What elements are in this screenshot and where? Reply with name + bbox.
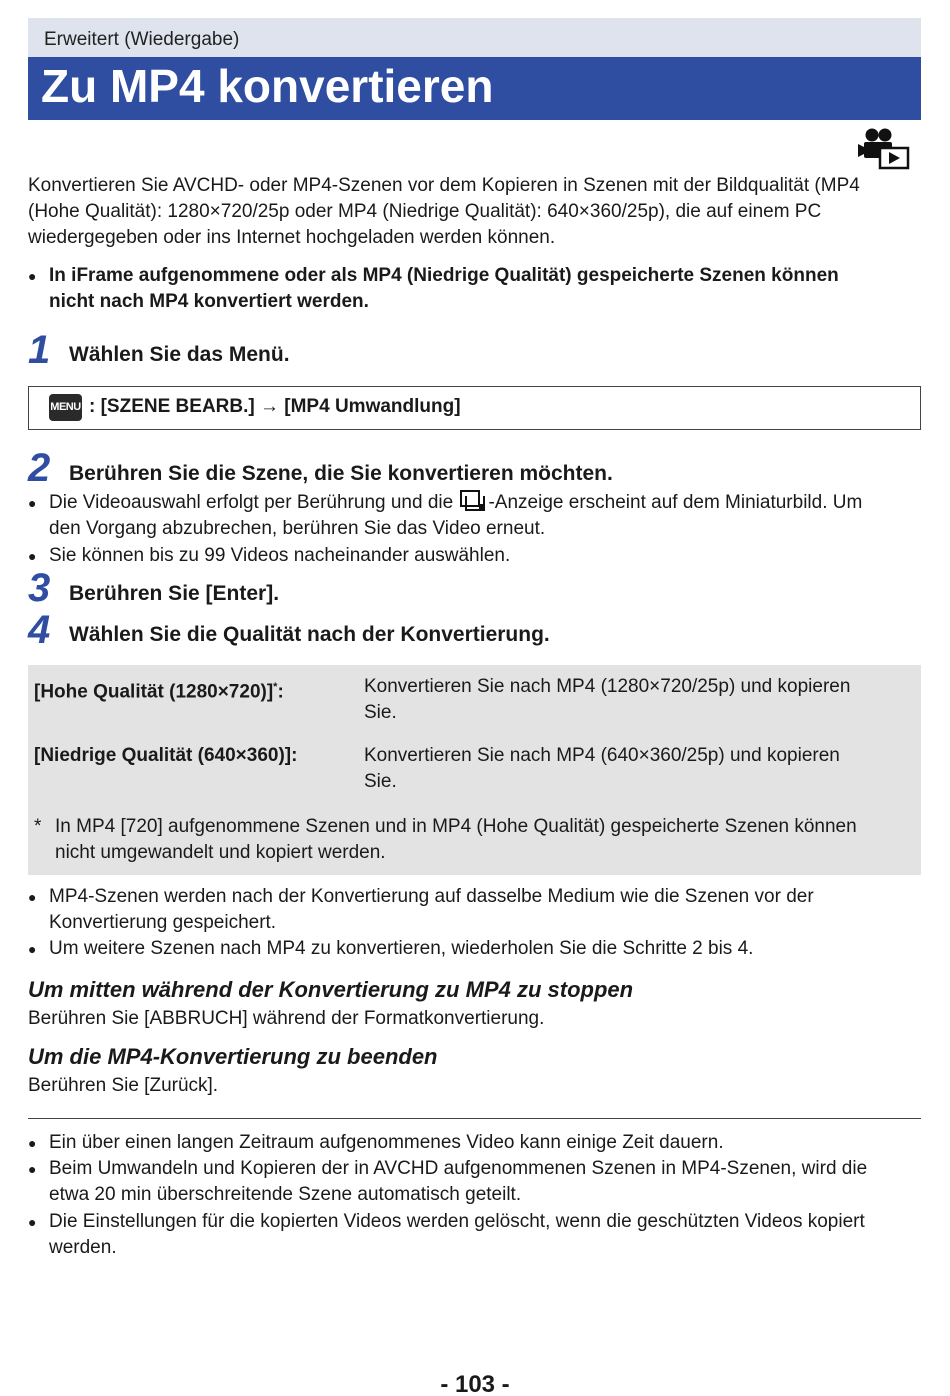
quality-option-high-label xyxy=(34,674,284,705)
end-section-text: Berühren Sie [Zurück]. xyxy=(28,1075,219,1096)
after-note-bullet xyxy=(28,884,921,936)
divider xyxy=(28,1118,921,1119)
step-number-3: 3 xyxy=(28,566,51,610)
notice-line: ● In iFrame aufgenommene oder als MP4 (Niedrige Qualität) gespeicherte Szenen können xyxy=(49,265,839,286)
stop-section-heading: Um mitten während der Konvertierung zu MP4 zu stoppen xyxy=(28,977,634,1002)
footer-note-bullet: ● Ein über einen langen Zeitraum aufgenommenes Video kann einige Zeit dauern. xyxy=(28,1130,921,1156)
step-number-2: 2 xyxy=(28,446,51,490)
step2-note-bullet xyxy=(28,490,921,542)
stop-section-text: Berühren Sie [ABBRUCH] während der Formatkonvertierung. xyxy=(28,1008,545,1029)
step2-note-text: -Anzeige erscheint auf dem Miniaturbild. Um xyxy=(488,492,863,513)
quality-footnote xyxy=(34,814,914,866)
page-number: - 103 - xyxy=(440,1371,510,1396)
footer-note-line: etwa 20 min überschreitende Szene automatisch geteilt. xyxy=(49,1184,522,1205)
after-note-line: Konvertierung gespeichert. xyxy=(49,912,277,933)
end-section-heading: Um die MP4-Konvertierung zu beenden xyxy=(28,1044,438,1069)
step-text-3: Berühren Sie [Enter]. xyxy=(69,582,280,605)
quality-desc-line: Konvertieren Sie nach MP4 (1280×720/25p) und kopieren xyxy=(364,676,851,697)
section-label: Erweitert (Wiedergabe) xyxy=(44,29,240,50)
step-text-4: Wählen Sie die Qualität nach der Konvertierung. xyxy=(69,623,550,646)
step2-note-line xyxy=(49,490,921,516)
quality-desc-line: Sie. xyxy=(364,702,397,723)
video-playback-mode-icon xyxy=(858,126,910,170)
footnote-marker: * xyxy=(273,681,278,693)
footnote-line: In MP4 [720] aufgenommene Szenen und in MP4 (Hohe Qualität) gespeicherte Szenen können xyxy=(55,816,857,837)
footnote-marker: * xyxy=(34,816,42,837)
step-number-1: 1 xyxy=(28,328,51,372)
intro-line: (Hohe Qualität): 1280×720/25p oder MP4 (Niedrige Qualität): 640×360/25p), die auf einem PC xyxy=(28,201,822,222)
footer-note-line: werden. xyxy=(49,1237,117,1258)
intro-line: wiedergegeben oder ins Internet hochgeladen werden können. xyxy=(28,227,556,248)
label-colon: : xyxy=(277,681,284,703)
quality-option-low-label: [Niedrige Qualität (640×360)]: xyxy=(34,745,298,766)
step2-note-text: Die Videoauswahl erfolgt per Berührung und die xyxy=(49,492,454,513)
page-title: Zu MP4 konvertieren xyxy=(41,60,494,112)
notice-line: nicht nach MP4 konvertiert werden. xyxy=(49,291,369,312)
menu-button-icon: MENU xyxy=(49,394,82,421)
footer-note-line: ● Beim Umwandeln und Kopieren der in AVCHD aufgenommenen Szenen in MP4-Szenen, wird die xyxy=(49,1158,868,1179)
quality-desc-line: Sie. xyxy=(364,771,397,792)
selection-check-icon xyxy=(460,490,486,512)
step-text-1: Wählen Sie das Menü. xyxy=(69,343,290,366)
quality-option-high-description xyxy=(364,674,909,726)
after-note-bullet: ● Um weitere Szenen nach MP4 zu konvertieren, wiederholen Sie die Schritte 2 bis 4. xyxy=(28,936,921,962)
quality-desc-line: Konvertieren Sie nach MP4 (640×360/25p) und kopieren xyxy=(364,745,840,766)
footer-note-bullet xyxy=(28,1156,921,1208)
quality-option-label-text: [Hohe Qualität (1280×720)] xyxy=(34,681,274,703)
step2-note-line: den Vorgang abzubrechen, berühren Sie das Video erneut. xyxy=(49,518,546,539)
intro-line: Konvertieren Sie AVCHD- oder MP4-Szenen vor dem Kopieren in Szenen mit der Bildqualität (MP4 xyxy=(28,175,860,196)
menu-path: : [SZENE BEARB.] → [MP4 Umwandlung] xyxy=(89,396,461,417)
quality-option-low-description xyxy=(364,743,909,795)
footer-note-line: ● Die Einstellungen für die kopierten Videos werden gelöscht, wenn die geschützten Videos kopiert xyxy=(49,1211,865,1232)
footer-note-bullet xyxy=(28,1209,921,1261)
after-note-line: ● MP4-Szenen werden nach der Konvertierung auf dasselbe Medium wie die Szenen vor der xyxy=(49,886,814,907)
step-number-4: 4 xyxy=(28,608,51,652)
footnote-line: nicht umgewandelt und kopiert werden. xyxy=(55,842,386,863)
notice-bullet xyxy=(28,263,921,315)
step2-note-bullet: ● Sie können bis zu 99 Videos nacheinander auswählen. xyxy=(28,543,921,569)
intro-paragraph xyxy=(28,173,921,251)
step-text-2: Berühren Sie die Szene, die Sie konvertieren möchten. xyxy=(69,462,613,485)
